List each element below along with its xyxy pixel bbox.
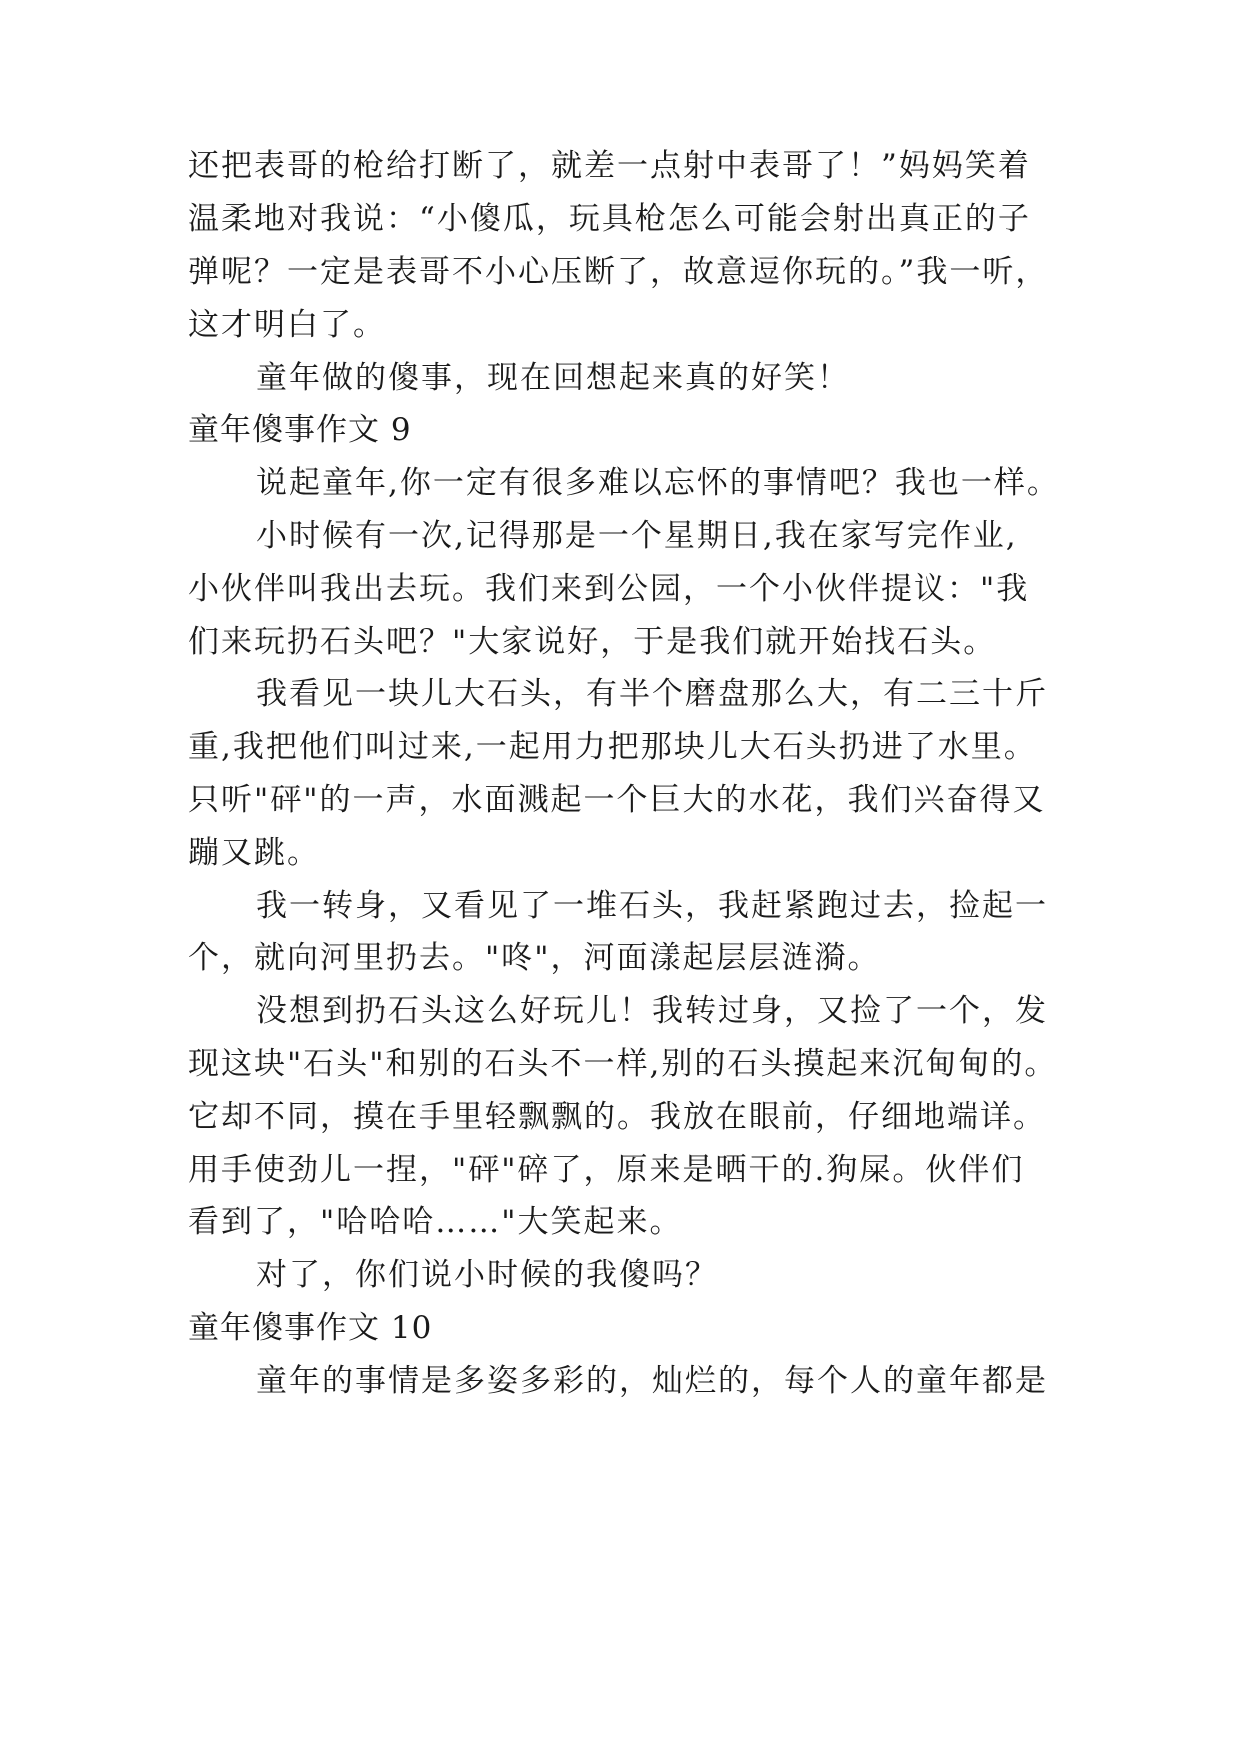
paragraph-line: 还把表哥的枪给打断了，就差一点射中表哥了！”妈妈笑着: [188, 148, 1031, 184]
paragraph-line: 对了，你们说小时候的我傻吗？: [256, 1257, 718, 1293]
paragraph-line: 温柔地对我说：“小傻瓜，玩具枪怎么可能会射出真正的子: [188, 201, 1031, 237]
paragraph-line: 弹呢？一定是表哥不小心压断了，故意逗你玩的。”我一听，: [188, 254, 1049, 290]
paragraph-line: 现这块"石头"和别的石头不一样,别的石头摸起来沉甸甸的。: [188, 1046, 1058, 1082]
paragraph-line: 这才明白了。: [188, 307, 386, 343]
paragraph-line: 说起童年,你一定有很多难以忘怀的事情吧？我也一样。: [256, 465, 1060, 501]
paragraph-line: 没想到扔石头这么好玩儿！我转过身，又捡了一个，发: [256, 993, 1048, 1029]
paragraph-line: 我一转身，又看见了一堆石头，我赶紧跑过去，捡起一: [256, 888, 1048, 924]
paragraph-line: 蹦又跳。: [188, 835, 320, 871]
paragraph-line: 它却不同，摸在手里轻飘飘的。我放在眼前，仔细地端详。: [188, 1099, 1046, 1135]
paragraph-line: 童年做的傻事，现在回想起来真的好笑！: [256, 360, 850, 396]
paragraph-line: 用手使劲儿一捏，"砰"碎了，原来是晒干的.狗屎。伙伴们: [188, 1152, 1025, 1188]
paragraph-line: 重,我把他们叫过来,一起用力把那块儿大石头扔进了水里。: [188, 729, 1037, 765]
paragraph-line: 童年的事情是多姿多彩的，灿烂的，每个人的童年都是: [256, 1363, 1048, 1399]
paragraph-line: 小时候有一次,记得那是一个星期日,我在家写完作业,: [256, 518, 1018, 554]
paragraph-line: 个，就向河里扔去。"咚"，河面漾起层层涟漪。: [188, 940, 881, 976]
paragraph-line: 小伙伴叫我出去玩。我们来到公园，一个小伙伴提议："我: [188, 571, 1030, 607]
paragraph-line: 只听"砰"的一声，水面溅起一个巨大的水花，我们兴奋得又: [188, 782, 1046, 818]
section-heading: 童年傻事作文 10: [188, 1310, 433, 1346]
paragraph-line: 我看见一块儿大石头，有半个磨盘那么大，有二三十斤: [256, 676, 1048, 712]
section-heading: 童年傻事作文 9: [188, 412, 412, 448]
paragraph-line: 看到了，"哈哈哈……"大笑起来。: [188, 1204, 683, 1240]
paragraph-line: 们来玩扔石头吧？"大家说好，于是我们就开始找石头。: [188, 624, 997, 660]
